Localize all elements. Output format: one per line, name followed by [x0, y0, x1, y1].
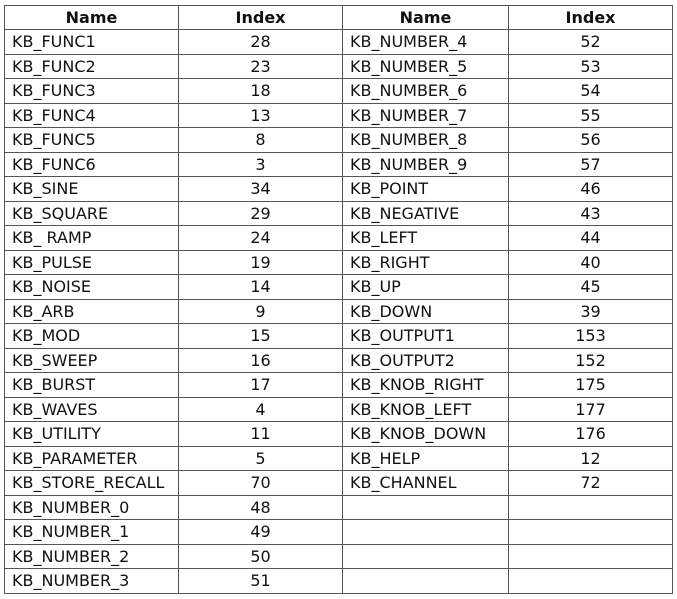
key-name-cell: KB_PARAMETER — [5, 446, 179, 471]
table-row — [5, 397, 673, 422]
key-name-cell: KB_NUMBER_9 — [343, 152, 509, 177]
key-index-cell: 48 — [179, 495, 343, 520]
key-name-cell: KB_NUMBER_4 — [343, 30, 509, 55]
key-index-cell: 19 — [179, 250, 343, 275]
key-name-cell: KB_KNOB_DOWN — [343, 422, 509, 447]
key-index-cell: 24 — [179, 226, 343, 251]
table-row — [5, 250, 673, 275]
key-index-cell: 44 — [509, 226, 673, 251]
key-name-cell — [343, 544, 509, 569]
table-row — [5, 201, 673, 226]
key-index-cell: 72 — [509, 471, 673, 496]
key-name-cell: KB_NUMBER_5 — [343, 54, 509, 79]
table-row — [5, 54, 673, 79]
key-index-cell: 70 — [179, 471, 343, 496]
table-row — [5, 226, 673, 251]
table-row — [5, 299, 673, 324]
key-name-cell: KB_UTILITY — [5, 422, 179, 447]
table-row — [5, 324, 673, 349]
key-name-cell: KB_BURST — [5, 373, 179, 398]
key-index-cell: 53 — [509, 54, 673, 79]
key-index-cell: 51 — [179, 569, 343, 594]
header-row — [5, 6, 673, 30]
key-name-cell: KB_MOD — [5, 324, 179, 349]
key-index-cell: 176 — [509, 422, 673, 447]
key-name-cell: KB_DOWN — [343, 299, 509, 324]
key-index-cell: 39 — [509, 299, 673, 324]
key-index-cell — [509, 544, 673, 569]
key-index-cell: 28 — [179, 30, 343, 55]
key-name-cell: KB_STORE_RECALL — [5, 471, 179, 496]
key-index-cell: 11 — [179, 422, 343, 447]
table-row — [5, 373, 673, 398]
key-index-cell: 23 — [179, 54, 343, 79]
key-index-cell: 50 — [179, 544, 343, 569]
key-index-cell: 43 — [509, 201, 673, 226]
key-name-cell: KB_NUMBER_8 — [343, 128, 509, 153]
key-index-cell: 34 — [179, 177, 343, 202]
table-row — [5, 422, 673, 447]
key-index-cell: 175 — [509, 373, 673, 398]
key-name-cell: KB_FUNC6 — [5, 152, 179, 177]
key-index-cell: 12 — [509, 446, 673, 471]
key-name-cell: KB_WAVES — [5, 397, 179, 422]
key-name-cell: KB_NUMBER_2 — [5, 544, 179, 569]
table-row — [5, 471, 673, 496]
key-index-cell: 14 — [179, 275, 343, 300]
table-row — [5, 520, 673, 545]
key-index-cell: 45 — [509, 275, 673, 300]
key-index-cell: 17 — [179, 373, 343, 398]
key-name-cell: KB_FUNC1 — [5, 30, 179, 55]
key-name-cell — [343, 495, 509, 520]
header-index-right: Index — [509, 6, 673, 30]
key-name-cell: KB_ RAMP — [5, 226, 179, 251]
key-index-cell: 3 — [179, 152, 343, 177]
key-index-cell: 177 — [509, 397, 673, 422]
key-index-cell: 9 — [179, 299, 343, 324]
key-index-cell: 29 — [179, 201, 343, 226]
key-index-cell — [509, 569, 673, 594]
key-name-cell: KB_KNOB_RIGHT — [343, 373, 509, 398]
table-row — [5, 569, 673, 594]
key-name-cell: KB_FUNC5 — [5, 128, 179, 153]
table-row — [5, 79, 673, 104]
table-row — [5, 544, 673, 569]
key-name-cell: KB_CHANNEL — [343, 471, 509, 496]
key-index-cell: 5 — [179, 446, 343, 471]
key-index-cell: 4 — [179, 397, 343, 422]
table-body — [5, 30, 673, 594]
key-index-cell: 54 — [509, 79, 673, 104]
key-index-cell: 15 — [179, 324, 343, 349]
key-index-cell: 18 — [179, 79, 343, 104]
key-name-cell: KB_PULSE — [5, 250, 179, 275]
key-name-cell: KB_UP — [343, 275, 509, 300]
key-index-cell: 152 — [509, 348, 673, 373]
key-name-cell: KB_FUNC4 — [5, 103, 179, 128]
key-name-cell: KB_RIGHT — [343, 250, 509, 275]
key-name-cell: KB_NEGATIVE — [343, 201, 509, 226]
key-index-cell: 13 — [179, 103, 343, 128]
key-name-cell: KB_NUMBER_6 — [343, 79, 509, 104]
key-index-cell: 52 — [509, 30, 673, 55]
key-index-cell: 8 — [179, 128, 343, 153]
key-index-cell: 40 — [509, 250, 673, 275]
table-row — [5, 275, 673, 300]
key-index-cell: 153 — [509, 324, 673, 349]
table-row — [5, 446, 673, 471]
key-name-cell — [343, 569, 509, 594]
key-name-cell: KB_HELP — [343, 446, 509, 471]
key-name-cell: KB_FUNC3 — [5, 79, 179, 104]
table-row — [5, 495, 673, 520]
key-name-cell: KB_NUMBER_1 — [5, 520, 179, 545]
table-header — [5, 6, 673, 30]
key-name-cell: KB_FUNC2 — [5, 54, 179, 79]
key-index-cell: 16 — [179, 348, 343, 373]
table-row — [5, 177, 673, 202]
key-name-cell: KB_SQUARE — [5, 201, 179, 226]
key-name-cell — [343, 520, 509, 545]
key-name-cell: KB_OUTPUT1 — [343, 324, 509, 349]
key-index-cell: 56 — [509, 128, 673, 153]
key-name-cell: KB_NUMBER_7 — [343, 103, 509, 128]
key-name-cell: KB_NUMBER_3 — [5, 569, 179, 594]
table-row — [5, 103, 673, 128]
key-index-cell: 55 — [509, 103, 673, 128]
key-name-cell: KB_LEFT — [343, 226, 509, 251]
key-name-cell: KB_POINT — [343, 177, 509, 202]
key-name-cell: KB_NOISE — [5, 275, 179, 300]
key-name-cell: KB_NUMBER_0 — [5, 495, 179, 520]
header-name-left: Name — [5, 6, 179, 30]
key-name-cell: KB_OUTPUT2 — [343, 348, 509, 373]
key-name-cell: KB_SINE — [5, 177, 179, 202]
key-name-cell: KB_ARB — [5, 299, 179, 324]
table-row — [5, 128, 673, 153]
key-index-cell: 57 — [509, 152, 673, 177]
key-name-cell: KB_KNOB_LEFT — [343, 397, 509, 422]
header-name-right: Name — [343, 6, 509, 30]
table-row — [5, 152, 673, 177]
key-name-cell: KB_SWEEP — [5, 348, 179, 373]
key-index-table — [4, 5, 673, 594]
key-index-cell: 49 — [179, 520, 343, 545]
table-row — [5, 30, 673, 55]
header-index-left: Index — [179, 6, 343, 30]
key-index-cell — [509, 520, 673, 545]
key-index-cell: 46 — [509, 177, 673, 202]
table-row — [5, 348, 673, 373]
key-index-cell — [509, 495, 673, 520]
